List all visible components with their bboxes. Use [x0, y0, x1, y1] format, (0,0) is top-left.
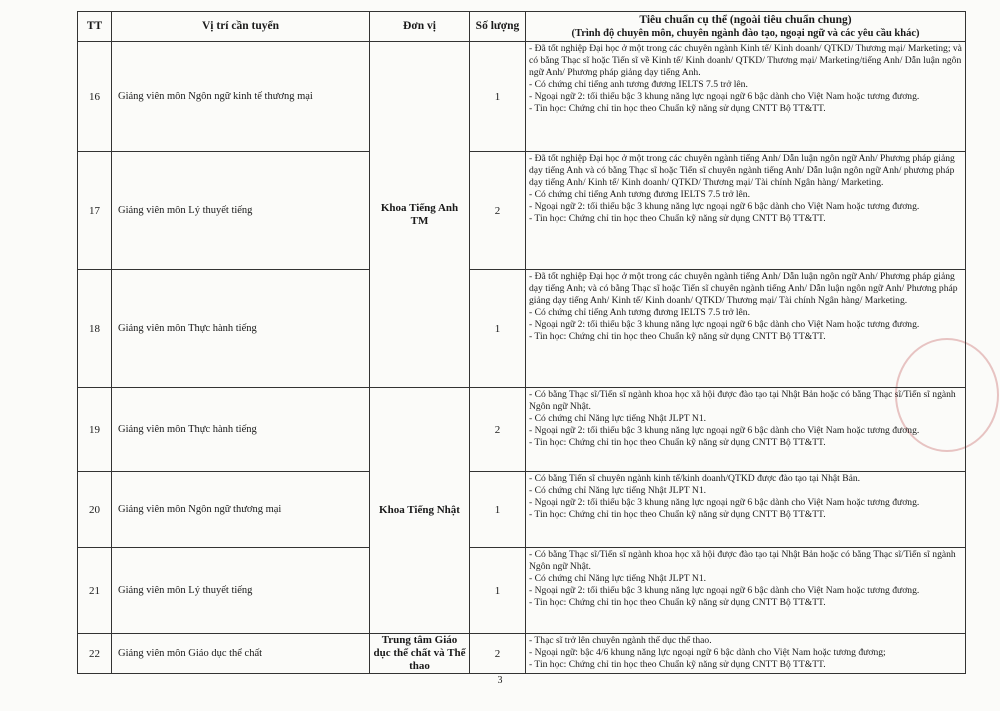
row-tt: 16: [78, 42, 112, 152]
header-unit: Đơn vị: [370, 12, 470, 42]
requirement-line: - Đã tốt nghiệp Đại học ở một trong các chuyên ngành tiếng Anh/ Dẫn luận ngôn ngữ Anh/ Phương pháp giảng dạy tiếng Anh và có bằng Thạc sĩ hoặc Tiến sĩ chuyên ngành tiếng Anh/ Dẫn luận ngôn ngữ Anh/ phương pháp dạy tiếng Anh/ Kinh tế/ Kinh doanh/ QTKD/ Thương mại/ Tài chính Ngân hàng/ Marketing.: [529, 153, 955, 188]
requirement-line: - Tin học: Chứng chỉ tin học theo Chuẩn kỹ năng sử dụng CNTT Bộ TT&TT.: [529, 658, 826, 670]
requirement-line: - Đã tốt nghiệp Đại học ở một trong các chuyên ngành Kinh tế/ Kinh doanh/ QTKD/ Thương mại/ Marketing; và có bằng Thạc sĩ hoặc Tiến sĩ về Kinh tế/ Kinh doanh/ QTKD/ Thương mại/ Marketing/tiếng Anh/ Dẫn luận ngôn ngữ Anh/ Phương pháp giảng dạy tiếng Anh.: [529, 43, 962, 78]
table-row: [78, 388, 966, 472]
requirement-line: - Tin học: Chứng chỉ tin học theo Chuẩn kỹ năng sử dụng CNTT Bộ TT&TT.: [529, 330, 826, 342]
row-tt: 20: [78, 472, 112, 548]
header-requirements: [526, 12, 966, 42]
row-quantity: 2: [470, 388, 526, 472]
requirement-line: - Ngoại ngữ 2: tối thiểu bậc 3 khung năng lực ngoại ngữ 6 bậc dành cho Việt Nam hoặc tương đương.: [529, 424, 920, 436]
table-row: [78, 634, 966, 674]
row-requirements: [526, 152, 966, 270]
header-position: Vị trí cần tuyển: [112, 12, 370, 42]
header-requirements-sub: (Trình độ chuyên môn, chuyên ngành đào tạo, ngoại ngữ và các yêu cầu khác): [571, 27, 920, 39]
requirement-line: - Thạc sĩ trở lên chuyên ngành thể dục thể thao.: [529, 635, 712, 646]
row-tt: 17: [78, 152, 112, 270]
row-tt: 18: [78, 270, 112, 388]
requirement-line: - Tin học: Chứng chỉ tin học theo Chuẩn kỹ năng sử dụng CNTT Bộ TT&TT.: [529, 508, 826, 520]
requirement-line: - Có bằng Thạc sĩ/Tiến sĩ ngành khoa học xã hội được đào tạo tại Nhật Bản hoặc có bằng Thạc sĩ/Tiến sĩ ngành Ngôn ngữ Nhật.: [529, 389, 956, 412]
table-row: [78, 42, 966, 152]
header-tt: TT: [78, 12, 112, 42]
table-row: [78, 152, 966, 270]
header-quantity: Số lượng: [470, 12, 526, 42]
row-requirements: [526, 270, 966, 388]
row-position: Giảng viên môn Lý thuyết tiếng: [112, 548, 370, 634]
requirement-line: - Ngoại ngữ 2: tối thiểu bậc 3 khung năng lực ngoại ngữ 6 bậc dành cho Việt Nam hoặc tương đương.: [529, 200, 920, 212]
requirement-line: - Tin học: Chứng chỉ tin học theo Chuẩn kỹ năng sử dụng CNTT Bộ TT&TT.: [529, 596, 826, 608]
header-requirements-title: Tiêu chuẩn cụ thể (ngoài tiêu chuẩn chung): [639, 13, 852, 26]
requirement-line: - Có chứng chỉ Năng lực tiếng Nhật JLPT N1.: [529, 484, 707, 496]
table-row: [78, 270, 966, 388]
requirement-line: - Có chứng chỉ tiếng Anh tương đương IELTS 7.5 trở lên.: [529, 188, 750, 200]
row-position: Giảng viên môn Thực hành tiếng: [112, 270, 370, 388]
unit-japanese: Khoa Tiếng Nhật: [370, 388, 470, 634]
requirement-line: - Ngoại ngữ 2: tối thiểu bậc 3 khung năng lực ngoại ngữ 6 bậc dành cho Việt Nam hoặc tương đương.: [529, 496, 920, 508]
requirement-line: - Tin học: Chứng chỉ tin học theo Chuẩn kỹ năng sử dụng CNTT Bộ TT&TT.: [529, 102, 826, 114]
row-quantity: 1: [470, 270, 526, 388]
row-quantity: 2: [470, 634, 526, 674]
row-position: Giảng viên môn Ngôn ngữ thương mại: [112, 472, 370, 548]
requirement-line: - Có chứng chỉ Năng lực tiếng Nhật JLPT N1.: [529, 412, 707, 424]
row-requirements: [526, 42, 966, 152]
requirement-line: - Ngoại ngữ 2: tối thiểu bậc 3 khung năng lực ngoại ngữ 6 bậc dành cho Việt Nam hoặc tương đương.: [529, 90, 920, 102]
requirement-line: - Tin học: Chứng chỉ tin học theo Chuẩn kỹ năng sử dụng CNTT Bộ TT&TT.: [529, 436, 826, 448]
requirement-line: - Có chứng chỉ tiếng Anh tương đương IELTS 7.5 trở lên.: [529, 306, 750, 318]
row-tt: 22: [78, 634, 112, 674]
row-requirements: [526, 634, 966, 674]
requirement-line: - Có chứng chỉ Năng lực tiếng Nhật JLPT N1.: [529, 572, 707, 584]
page-number: 3: [497, 675, 503, 686]
row-tt: 19: [78, 388, 112, 472]
unit-english: Khoa Tiếng Anh TM: [370, 42, 470, 388]
recruitment-table: [77, 11, 966, 674]
requirement-line: - Ngoại ngữ: bậc 4/6 khung năng lực ngoại ngữ 6 bậc dành cho Việt Nam hoặc tương đương;: [529, 646, 886, 658]
requirement-line: - Ngoại ngữ 2: tối thiểu bậc 3 khung năng lực ngoại ngữ 6 bậc dành cho Việt Nam hoặc tương đương.: [529, 318, 920, 330]
requirement-line: - Có bằng Tiến sĩ chuyên ngành kinh tế/kinh doanh/QTKD được đào tạo tại Nhật Bản.: [529, 473, 861, 484]
row-quantity: 1: [470, 548, 526, 634]
requirement-line: - Có chứng chỉ tiếng anh tương đương IELTS 7.5 trở lên.: [529, 78, 748, 90]
row-tt: 21: [78, 548, 112, 634]
unit-sports: Trung tâm Giáo dục thể chất và Thể thao: [370, 634, 470, 674]
table-row: [78, 548, 966, 634]
row-requirements: [526, 548, 966, 634]
row-requirements: [526, 388, 966, 472]
requirement-line: - Đã tốt nghiệp Đại học ở một trong các chuyên ngành tiếng Anh/ Dẫn luận ngôn ngữ Anh/ Phương pháp giảng dạy tiếng Anh; và có bằng Thạc sĩ hoặc Tiến sĩ chuyên ngành tiếng Anh/ Dẫn luận ngôn ngữ Anh/ Phương pháp giảng dạy tiếng Anh/ Kinh tế/ Kinh doanh/ QTKD/ Thương mại/ Tài chính Ngân hàng/ Marketing.: [529, 271, 958, 306]
requirement-line: - Ngoại ngữ 2: tối thiểu bậc 3 khung năng lực ngoại ngữ 6 bậc dành cho Việt Nam hoặc tương đương.: [529, 584, 920, 596]
requirement-line: - Có bằng Thạc sĩ/Tiến sĩ ngành khoa học xã hội được đào tạo tại Nhật Bản hoặc có bằng Thạc sĩ/Tiến sĩ ngành Ngôn ngữ Nhật.: [529, 549, 956, 572]
table-header-row: [78, 12, 966, 42]
row-position: Giảng viên môn Lý thuyết tiếng: [112, 152, 370, 270]
row-quantity: 1: [470, 42, 526, 152]
table-row: [78, 472, 966, 548]
row-position: Giảng viên môn Thực hành tiếng: [112, 388, 370, 472]
row-quantity: 2: [470, 152, 526, 270]
requirement-line: - Tin học: Chứng chỉ tin học theo Chuẩn kỹ năng sử dụng CNTT Bộ TT&TT.: [529, 212, 826, 224]
row-requirements: [526, 472, 966, 548]
row-position: Giảng viên môn Ngôn ngữ kinh tế thương mại: [112, 42, 370, 152]
row-quantity: 1: [470, 472, 526, 548]
row-position: Giảng viên môn Giáo dục thể chất: [112, 634, 370, 674]
